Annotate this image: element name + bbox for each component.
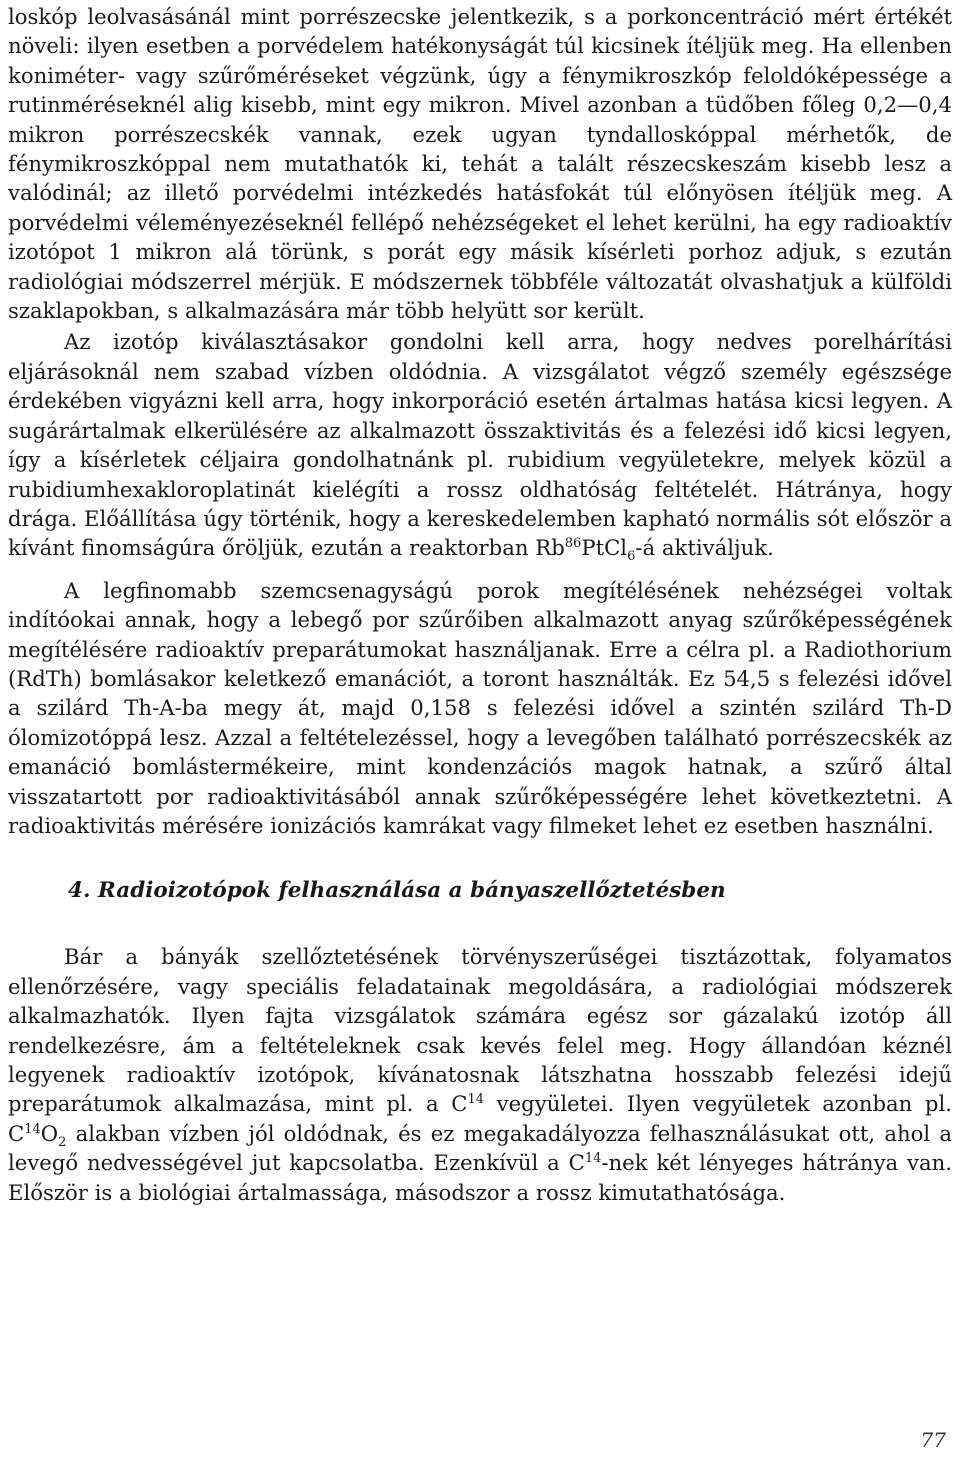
paragraph-text: PtCl xyxy=(581,535,628,561)
document-page xyxy=(8,2,952,1452)
section-heading: 4. Radioizotópok felhasználása a bányaszellőztetésben xyxy=(68,878,726,904)
subscript: 2 xyxy=(58,1135,67,1151)
paragraph-text: vegyületei. Ilyen vegyületek azonban pl. C xyxy=(8,1091,952,1146)
paragraph-text: alakban vízben jól oldódnak, és ez megakadályozza felhasználásukat ott, ahol a levegő nedvességével jut kapcsolatba. Ezenkívül a C xyxy=(8,1120,952,1176)
paragraph-dust-measurement: loskóp leolvasásánál mint porrészecske jelentkezik, s a porkoncentráció mért értékét növeli: ilyen esetben a porvédelem hatékonyságát túl kicsinek ítéljük meg. Ha ellenben koniméter- vagy szűrőméréseket végzünk, úgy a fénymikroszkóp feloldóképessége a rutinméréseknél alig kisebb, mint egy mikron. Mivel azonban a tüdőben főleg 0,2—0,4 mikron porrészecskék vannak, ezek ugyan tyndalloskóppal mérhetők, de fénymikroszkóppal nem mutathatók ki, tehát a talált részecskeszám kisebb lesz a valódinál; az illető porvédelmi intézkedés hatásfokát túl előnyösen ítéljük meg. A porvédelmi véleményezéseknél fellépő nehézségeket el lehet kerülni, ha egy radioaktív izotópot 1 mikron alá törünk, s porát egy másik kísérleti porhoz adjuk, s ezután radiológiai módszerrel mérjük. E módszernek többféle változatát olvashatjuk a külföldi szaklapokban, s alkalmazására már több helyütt sor került. xyxy=(8,4,952,324)
paragraph-text: Bár a bányák szellőztetésének törvényszerűségei tisztázottak, folyamatos ellenőrzésére, vagy speciális feladatainak megoldására, a radiológiai módszerek alkalmazhatók. Ilyen fajta vizsgálatok számára egész sor gázalakú izotóp áll rendelkezésre, ám a feltételeknek csak kevés felel meg. Hogy állandóan kéznél legyenek radioaktív izotópok, kívánatosnak látszhatna hosszabb felezési idejű preparátumok alkalmazása, mint pl. a C xyxy=(8,944,952,1117)
paragraph-text: -nek két lényeges hátránya van. Először is a biológiai ártalmassága, másodszor a rossz kimutathatósága. xyxy=(8,1150,952,1205)
paragraph-isotope-selection xyxy=(8,327,952,565)
paragraph-text: O xyxy=(40,1120,59,1146)
page-number: 77 xyxy=(920,1428,946,1452)
paragraph-filter-testing: A legfinomabb szemcsenagyságú porok megítélésének nehézségei voltak indítóokai annak, hogy a lebegő por szűrőiben alkalmazott anyag szűrőképességének megítélésére radioaktív preparátumokat használjanak. Erre a célra pl. a Radiothorium (RdTh) bomlásakor keletkező emanációt, a toront használták. Ez 54,5 s felezési idővel a szilárd Th-A-ba megy át, majd 0,158 s felezési idővel a szintén szilárd Th-D ólomizotóppá lesz. Azzal a feltételezéssel, hogy a levegőben található porrészecskék az emanáció bomlástermékeire, mint kondenzációs magok hatnak, a szűrő által visszatartott por radioaktivitásából annak szűrőképességére lehet következtetni. A radioaktivitás mérésére ionizációs kamrákat vagy filmeket lehet ez esetben használni. xyxy=(8,577,952,838)
superscript: 14 xyxy=(24,1121,41,1137)
superscript: 14 xyxy=(584,1151,602,1167)
paragraph-text: -á aktiváljuk. xyxy=(635,535,774,561)
paragraph-text: Az izotóp kiválasztásakor gondolni kell arra, hogy nedves porelhárítási eljárásoknál nem szabad vízben oldódnia. A vizsgálatot végző személy egészsége érdekében vigyázni kell arra, hogy inkorporáció esetén ártalmas hatása kicsi legyen. A sugárártalmak elkerülésére az alkalmazott összaktivitás és a felezési idő kicsi legyen, így a kísérletek céljaira gondolhatnánk pl. rubidium vegyületekre, melyek közül a rubidiumhexakloroplatinát kielégíti a rossz oldhatóság feltételét. Hátránya, hogy drága. Előállítása úgy történik, hogy a kereskedelemben kapható normális sót először a kívánt finomságúra őröljük, ezután a reaktorban Rb xyxy=(8,329,952,561)
paragraph-mine-ventilation xyxy=(8,942,952,1207)
subscript: 6 xyxy=(627,549,636,565)
superscript: 86 xyxy=(564,536,582,552)
superscript: 14 xyxy=(467,1092,485,1108)
